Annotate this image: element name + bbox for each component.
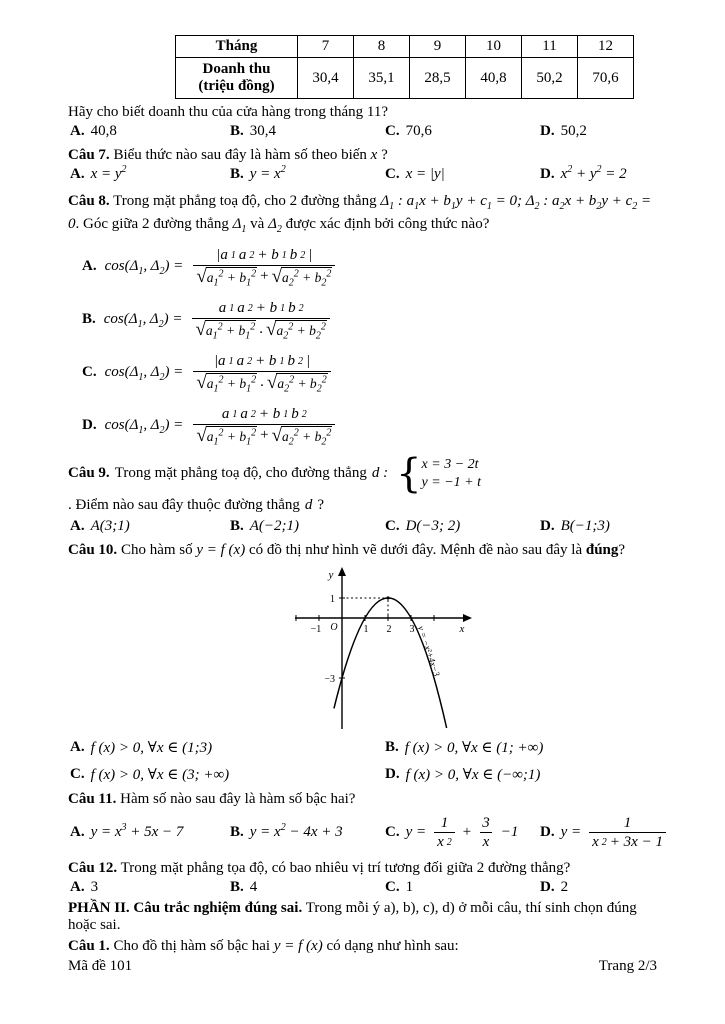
option-d [540, 123, 657, 140]
option-text: 2 [560, 878, 569, 895]
y-tick-label: 1 [330, 593, 335, 605]
option-math: A(3;1) [90, 517, 130, 534]
part-2-title: PHẦN II. Câu trắc nghiệm đúng sai. [68, 899, 303, 916]
line-var: d : [371, 465, 389, 482]
operator: + [260, 267, 269, 284]
sqrt-radical: √ $a_1^2 + b_1^2$ [196, 424, 257, 448]
option-label: A. [70, 824, 85, 841]
option-math: f (x) > 0, ∀x ∈ (1;3) [90, 739, 213, 756]
x-tick-label: 1 [363, 623, 369, 635]
radical-sign: √ [271, 424, 283, 446]
revenue-table [175, 35, 634, 99]
option-label: C. [385, 824, 400, 841]
option-math: f (x) > 0, ∀x ∈ (−∞;1) [405, 766, 541, 783]
option-label: B. [230, 166, 244, 182]
option-math: A(−2;1) [249, 517, 300, 534]
option-math-post: −1 [500, 824, 519, 841]
sqrt-radical: √ $a_1^2 + b_1^2$ [196, 371, 257, 395]
question-12-options [70, 879, 657, 896]
option-label: B. [230, 123, 244, 139]
option-label: C. [385, 166, 400, 182]
revenue-label-line2: (triệu đồng) [198, 78, 275, 94]
option-c [70, 765, 385, 784]
question-10 [68, 542, 657, 559]
radical-sign: √ [266, 371, 278, 393]
option-label: D. [385, 765, 400, 782]
fraction [589, 815, 666, 852]
option-a [70, 166, 230, 183]
table-cell: 40,8 [466, 58, 522, 99]
option-label: D. [82, 417, 97, 433]
option-label: A. [70, 517, 85, 534]
equation-system [396, 450, 481, 497]
option-label: B. [385, 738, 399, 755]
question-tail: ? [317, 496, 325, 513]
option-label: C. [82, 364, 97, 380]
table-header-month: Tháng [176, 36, 298, 58]
q8-option-d [82, 403, 657, 449]
option-math: $y = x^3 + 5x - 7$ [90, 822, 184, 841]
numerator: |a 1 a 2 + b 1 b 2 | [213, 353, 311, 370]
x-tick-label: 2 [386, 623, 392, 635]
system-line-2: y = −1 + t [421, 474, 481, 490]
option-b [230, 879, 385, 896]
radical-sign: √ [271, 265, 283, 287]
question-math: y = f (x) [273, 937, 323, 954]
option-label: A. [70, 738, 85, 755]
question-text: Trong mặt phẳng toạ độ, cho 2 đường thẳng [113, 193, 377, 209]
sqrt-radical: √ $a_2^2 + b_2^2$ [271, 424, 332, 448]
table-row [176, 58, 634, 99]
option-a [70, 738, 385, 757]
system-lines [422, 456, 481, 492]
formula-lhs: $\cos(\Delta_1$, $\Delta_2$) = [104, 258, 184, 277]
fraction [193, 406, 335, 448]
question-number: Câu 1. [68, 937, 110, 954]
option-c [385, 815, 540, 852]
option-c [385, 518, 540, 535]
x-tick-label: −1 [310, 623, 322, 635]
x-axis-arrow [463, 614, 472, 622]
x-axis-label: x [459, 622, 465, 635]
option-a [70, 123, 230, 140]
question-text: Cho đồ thị hàm số bậc hai [113, 937, 271, 954]
denominator: x 2 [434, 832, 455, 851]
table-cell: 30,4 [298, 58, 354, 99]
question-12 [68, 860, 657, 877]
option-math-pre: y = [405, 824, 427, 841]
option-text: 30,4 [249, 123, 277, 139]
sqrt-radical: √ $a_2^2 + b_2^2$ [266, 371, 327, 395]
option-math: f (x) > 0, ∀x ∈ (3; +∞) [90, 766, 230, 783]
y-axis-arrow [338, 567, 346, 576]
operator: . [259, 320, 264, 337]
option-d [540, 879, 657, 896]
part-2-question-1 [68, 938, 657, 955]
x-tick-label: 3 [409, 623, 415, 635]
option-a [70, 824, 230, 841]
question-7 [68, 147, 657, 164]
question-11-options [70, 810, 663, 856]
question-var: x [370, 147, 378, 163]
option-a [70, 518, 230, 535]
fraction [192, 300, 329, 342]
operator: + [260, 426, 269, 443]
question-tail: ? [381, 147, 388, 163]
fraction [479, 815, 493, 852]
question-math: $\Delta_1$ [232, 216, 247, 236]
option-math: x = |y| [405, 166, 445, 182]
option-a [70, 879, 230, 896]
option-b [230, 123, 385, 140]
question-math: $\Delta_1$ : $a_1x + b_1y + c_1 = 0$; $\Delta_2$ : $a_2x + b_2y + c_2 = 0$ [68, 193, 652, 233]
option-label: B. [230, 517, 244, 534]
option-c [385, 166, 540, 183]
numerator: |a 1 a 2 + b 1 b 2 | [216, 247, 313, 264]
option-label: D. [540, 166, 555, 182]
option-label: C. [70, 765, 85, 782]
numerator: a 1 a 2 + b 1 b 2 [221, 406, 307, 423]
question-number: Câu 9. [68, 465, 110, 482]
question-text: Biểu thức nào sau đây là hàm số theo biến [113, 147, 367, 163]
table-header-revenue [176, 58, 298, 99]
operator: + [462, 824, 472, 841]
option-text: 40,8 [90, 123, 117, 139]
option-math: D(−3; 2) [405, 517, 461, 534]
question-text: Trong mặt phẳng tọa độ, có bao nhiêu vị trí tương đối giữa 2 đường thẳng? [120, 859, 571, 876]
option-label: A. [82, 258, 97, 274]
origin-label: O [330, 621, 338, 633]
option-d [540, 166, 657, 183]
option-text: 70,6 [405, 123, 432, 139]
denominator [193, 424, 335, 448]
question-6-options [70, 123, 657, 140]
radical-sign: √ [196, 371, 207, 393]
question-9-options [70, 518, 657, 535]
option-d [540, 518, 657, 535]
question-text: được xác định bởi công thức nào? [285, 216, 490, 233]
option-label: D. [540, 878, 555, 895]
table-cell: 11 [522, 36, 578, 58]
option-label: B. [82, 311, 96, 327]
denominator: x 2 + 3x − 1 [589, 832, 666, 851]
question-math: $\Delta_2$ [268, 216, 282, 236]
question-8 [68, 190, 657, 237]
table-cell: 35,1 [354, 58, 410, 99]
y-axis-label: y [328, 568, 334, 581]
option-c [385, 123, 540, 140]
denominator [192, 318, 329, 342]
question-text: có đồ thị như hình vẽ dưới đây. Mệnh đề nào sau đây là [248, 541, 583, 558]
formula-lhs: $\cos(\Delta_1$, $\Delta_2$) = [103, 311, 183, 330]
question-text: . Điểm nào sau đây thuộc đường thẳng [68, 496, 300, 513]
numerator: a 1 a 2 + b 1 b 2 [218, 300, 304, 317]
table-cell: 10 [466, 36, 522, 58]
option-math: $y = x^2$ [249, 164, 286, 182]
question-tail: ? [618, 541, 626, 558]
radical-sign: √ [196, 265, 207, 287]
table-cell: 50,2 [522, 58, 578, 99]
page-number: Trang 2/3 [598, 958, 657, 974]
option-label: D. [540, 123, 555, 139]
table-cell: 70,6 [578, 58, 634, 99]
question-10-options [70, 738, 657, 784]
curve-equation-label: y = −x²+4x−3 [416, 624, 442, 678]
question-math: y = f (x) [196, 541, 246, 558]
system-line-1: x = 3 − 2t [421, 456, 479, 472]
question-9 [68, 450, 657, 514]
option-label: B. [230, 878, 244, 895]
option-label: A. [70, 123, 85, 139]
option-math: B(−1;3) [560, 517, 610, 534]
denominator [193, 265, 335, 289]
q8-option-c [82, 350, 657, 396]
y-tick-label: −3 [324, 673, 335, 685]
fraction [434, 815, 455, 852]
option-math: f (x) > 0, ∀x ∈ (1; +∞) [404, 739, 544, 756]
question-text: Hàm số nào sau đây là hàm số bậc hai? [120, 790, 356, 807]
option-label: C. [385, 517, 400, 534]
question-11 [68, 791, 657, 808]
table-cell: 7 [298, 36, 354, 58]
option-math: $x = y^2$ [90, 164, 127, 182]
radical-sign: √ [266, 318, 277, 340]
function-graph [285, 563, 657, 736]
part-2-text: Trong mỗi ý a), b), c), d) ở mỗi câu, thí sinh chọn đúng hoặc sai. [68, 899, 637, 933]
numerator: 3 [482, 814, 490, 831]
radical-sign: √ [196, 424, 207, 446]
denominator [193, 371, 330, 395]
fraction [193, 353, 330, 395]
option-text: 4 [249, 878, 258, 895]
question-number: Câu 10. [68, 541, 118, 558]
q8-option-a [82, 244, 657, 290]
sqrt-radical: √ $a_2^2 + b_2^2$ [266, 318, 326, 342]
numerator: 1 [440, 814, 449, 831]
question-text: Cho hàm số [120, 541, 193, 558]
fraction [193, 247, 335, 289]
question-text: và [250, 216, 265, 233]
question-6-text: Hãy cho biết doanh thu của cửa hàng trong tháng 11? [68, 104, 388, 120]
question-text: . Góc giữa 2 đường thẳng [75, 216, 229, 233]
question-bold-word: đúng [585, 541, 619, 558]
question-number: Câu 12. [68, 859, 118, 876]
question-number: Câu 7. [68, 147, 110, 163]
option-b [230, 166, 385, 183]
option-label: D. [540, 517, 555, 534]
option-label: A. [70, 878, 85, 895]
radical-sign: √ [195, 318, 206, 340]
table-row [176, 36, 634, 58]
operator: . [260, 373, 264, 390]
option-b [230, 824, 385, 841]
question-7-options [70, 166, 657, 183]
sqrt-radical: √ $a_1^2 + b_1^2$ [196, 265, 257, 289]
sqrt-radical: √ $a_2^2 + b_2^2$ [271, 265, 332, 289]
formula-lhs: $\cos(\Delta_1$, $\Delta_2$) = [104, 364, 184, 383]
option-label: C. [385, 123, 400, 139]
sqrt-radical: √ $a_1^2 + b_1^2$ [195, 318, 256, 342]
table-cell: 12 [578, 36, 634, 58]
option-d [540, 815, 668, 852]
question-number: Câu 8. [68, 193, 110, 209]
question-text: Trong mặt phẳng toạ độ, cho đường thẳng [114, 465, 367, 482]
option-math: $y = x^2 - 4x + 3$ [249, 822, 343, 841]
formula-lhs: $\cos(\Delta_1$, $\Delta_2$) = [104, 417, 184, 436]
option-math-pre: y = [560, 824, 582, 841]
q8-option-b [82, 297, 657, 343]
question-number: Câu 11. [68, 790, 117, 807]
option-c [385, 879, 540, 896]
option-label: B. [230, 824, 244, 841]
table-cell: 8 [354, 36, 410, 58]
option-b [385, 738, 657, 757]
revenue-label-line1: Doanh thu [202, 61, 271, 77]
numerator: 1 [623, 814, 632, 831]
option-text: 1 [405, 878, 414, 895]
option-label: A. [70, 166, 85, 182]
part-2-heading [68, 900, 657, 934]
option-label: D. [540, 824, 555, 841]
denominator: x [480, 832, 493, 851]
option-d [385, 765, 657, 784]
option-text: 3 [90, 878, 99, 895]
brace: { [396, 450, 422, 497]
exam-code: Mã đề 101 [68, 958, 133, 974]
table-cell: 9 [410, 36, 466, 58]
parabola-svg [285, 563, 475, 731]
table-cell: 28,5 [410, 58, 466, 99]
option-label: C. [385, 878, 400, 895]
question-text: có dạng như hình sau: [326, 937, 459, 954]
option-text: 50,2 [560, 123, 587, 139]
option-b [230, 518, 385, 535]
line-var: d [304, 496, 313, 513]
option-math: $x^2 + y^2 = 2$ [560, 164, 627, 182]
